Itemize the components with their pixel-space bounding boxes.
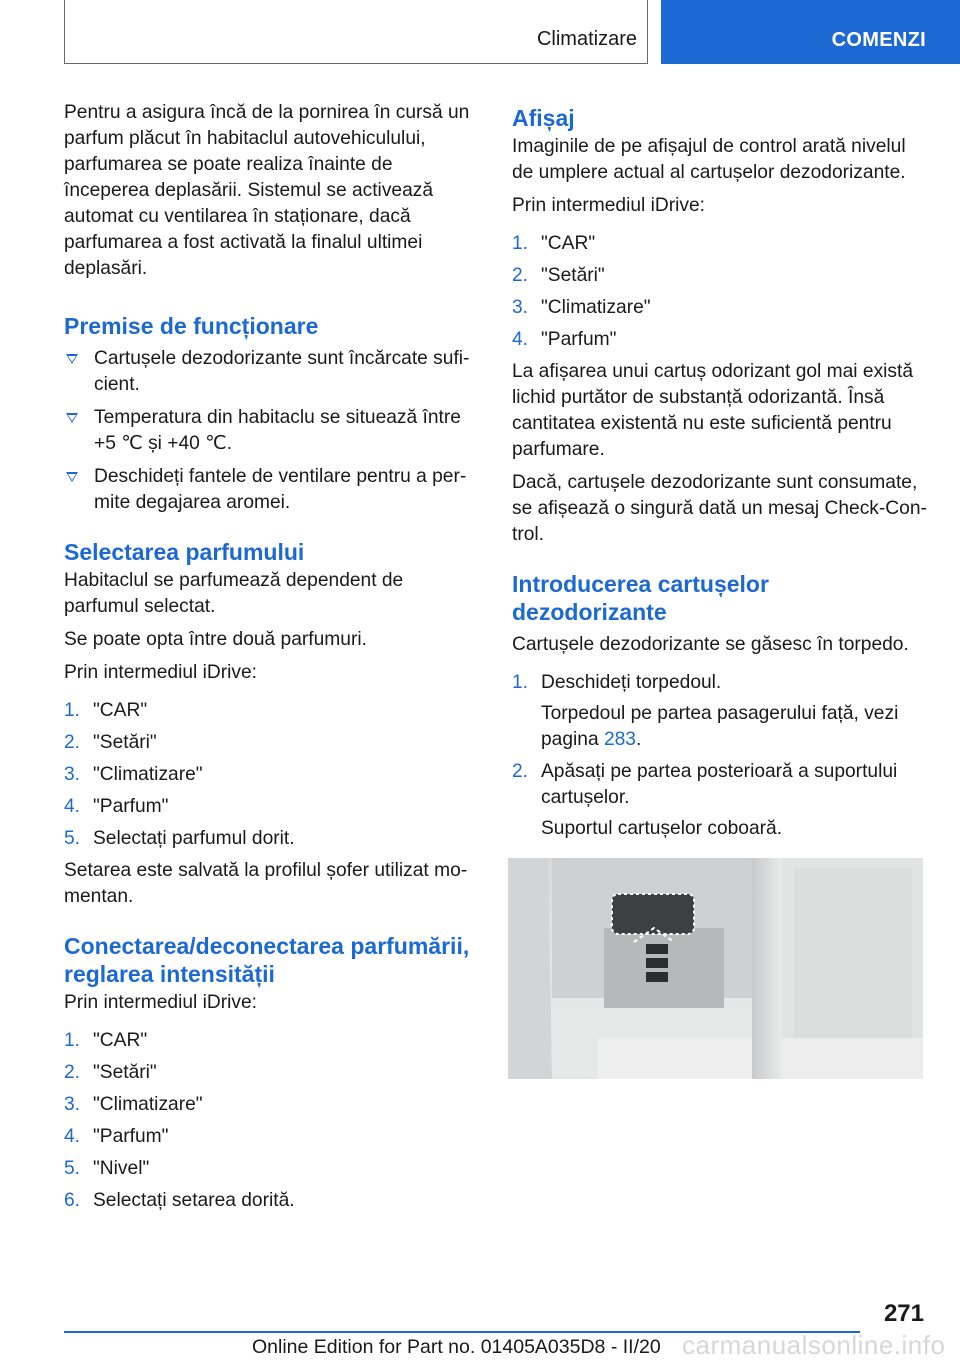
header-chapter-tab	[661, 0, 960, 64]
triangle-bullet-icon	[66, 413, 78, 423]
heading-selectare: Selectarea parfumului	[64, 539, 305, 565]
list-item: 2. "Setări"	[64, 1062, 157, 1083]
list-item: 1. "CAR"	[64, 700, 148, 721]
step-subtext: Suportul cartușelor coboară.	[541, 818, 783, 839]
list-item: 4. "Parfum"	[512, 329, 617, 350]
list-item: 4. "Parfum"	[64, 1126, 169, 1147]
triangle-bullet-icon	[66, 472, 78, 482]
heading-conectare: Conectarea/deconectarea parfumării, reglarea intensității	[64, 933, 470, 987]
list-item: Temperatura din habitaclu se situează între +5 ℃ și +40 ℃.	[64, 405, 480, 457]
header-section-title: Climatizare	[536, 28, 637, 50]
header-section-box	[64, 0, 648, 64]
list-item: 1. Deschideți torpedoul. Torpedoul pe partea pasagerului față, vezi pagina 283.	[512, 670, 927, 753]
intro-paragraph: Pentru a asigura încă de la pornirea în cursă un parfum plăcut în habitaclul autovehiculului, parfumarea se poate realiza înainte de începerea deplasării. Sistemul se activează automat cu ventilarea în staționare, dacă parfumarea a fost activată la finalul ultimei deplasări.	[64, 102, 470, 279]
heading-introducere: Introducerea cartușelor dezodorizante	[512, 571, 769, 625]
list-item: 3. "Climatizare"	[512, 297, 651, 318]
introducere-p1: Cartușele dezodorizante se găsesc în torpedo.	[512, 634, 909, 655]
list-item: 5. "Nivel"	[64, 1158, 150, 1179]
afisaj-p3: La afișarea unui cartuș odorizant gol mai există lichid purtător de substanță odorizantă. Însă cantitatea existentă nu este suficientă pentru parfumare.	[512, 361, 914, 460]
page-number: 271	[883, 1300, 924, 1327]
list-item: 4. "Parfum"	[64, 796, 169, 817]
conectare-steps	[64, 1028, 480, 1214]
selectare-steps	[64, 698, 480, 852]
step-subtext: Torpedoul pe partea pasagerului față, vezi pagina 283.	[541, 703, 899, 750]
left-column	[64, 100, 480, 1220]
conectare-p1: Prin intermediul iDrive:	[64, 992, 257, 1013]
heading-afisaj: Afișaj	[512, 105, 575, 131]
footer-edition-text: Online Edition for Part no. 01405A035D8 - II/20	[252, 1336, 661, 1358]
header-chapter-title: COMENZI	[831, 29, 926, 51]
list-item: 5. Selectați parfumul dorit.	[64, 828, 295, 849]
right-column	[512, 100, 927, 848]
glovebox-cartridge-photo	[508, 858, 923, 1079]
introducere-steps	[512, 670, 927, 842]
selectare-p2: Se poate opta între două parfumuri.	[64, 629, 367, 650]
list-item: 3. "Climatizare"	[64, 764, 203, 785]
list-item: 1. "CAR"	[512, 233, 596, 254]
list-item: 2. "Setări"	[512, 265, 605, 286]
watermark-text: carmanualsonline.info	[682, 1330, 946, 1360]
page-reference-link[interactable]: 283	[603, 729, 636, 750]
list-item: 2. "Setări"	[64, 732, 157, 753]
list-item: Deschideți fantele de ventilare pentru a permite degajarea aromei.	[64, 464, 480, 516]
afisaj-p2: Prin intermediul iDrive:	[512, 195, 705, 216]
list-item: 1. "CAR"	[64, 1030, 148, 1051]
selectare-after: Setarea este salvată la profilul șofer utilizat momentan.	[64, 860, 468, 907]
afisaj-p4: Dacă, cartușele dezodorizante sunt consumate, se afișează o singură dată un mesaj Check-Control.	[512, 472, 927, 545]
list-item: 2. Apăsați pe partea posterioară a suportului cartușelor. Suportul cartușelor coboară.	[512, 759, 927, 842]
glovebox-illustration	[508, 858, 923, 1079]
selectare-p1: Habitaclul se parfumează dependent de parfumul selectat.	[64, 570, 404, 617]
list-item: 6. Selectați setarea dorită.	[64, 1190, 295, 1211]
list-item: Cartușele dezodorizante sunt încărcate suficient.	[64, 346, 480, 398]
afisaj-p1: Imaginile de pe afișajul de control arată nivelul de umplere actual al cartușelor dezodorizante.	[512, 136, 906, 183]
heading-premise: Premise de funcționare	[64, 313, 319, 339]
premise-list	[64, 346, 480, 516]
list-item: 3. "Climatizare"	[64, 1094, 203, 1115]
selectare-p3: Prin intermediul iDrive:	[64, 662, 257, 683]
triangle-bullet-icon	[66, 354, 78, 364]
afisaj-steps	[512, 231, 927, 353]
